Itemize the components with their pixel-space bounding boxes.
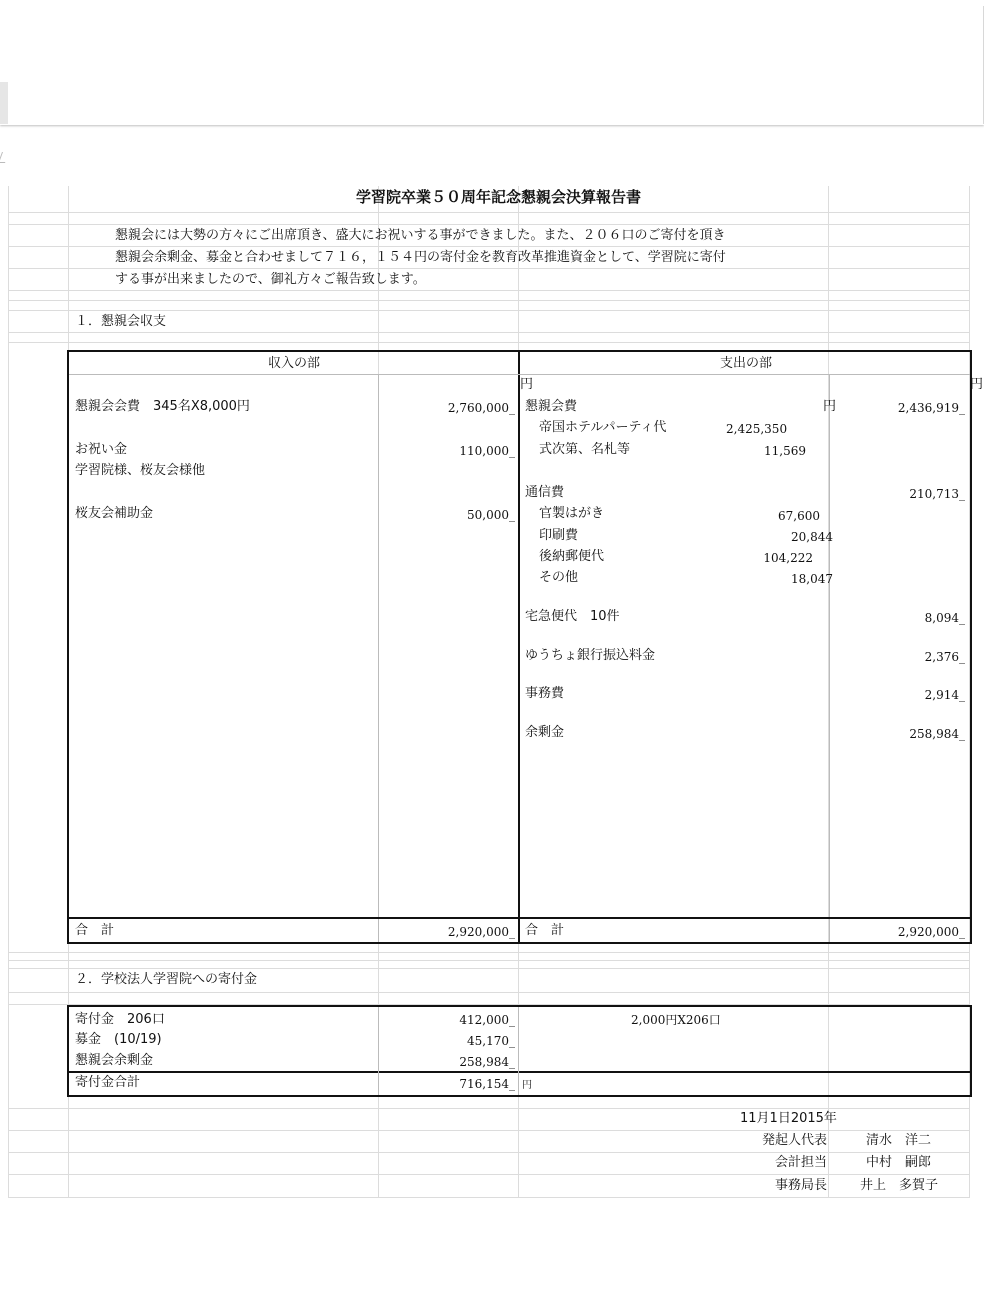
expense-subitem-label: 後納郵便代 <box>539 549 605 564</box>
expense-subitem-label: 式次第、名札等 <box>539 442 631 457</box>
donation-item-label: 寄付金 206口 <box>75 1012 165 1027</box>
donation-note: 2,000円X206口 <box>631 1013 721 1027</box>
expense-item-value: 210,713_ <box>909 487 965 501</box>
expense-item-label: 通信費 <box>525 485 565 500</box>
expense-subitem-value: 18,047 <box>791 572 833 586</box>
expense-subitem-value: 104,222 <box>763 551 813 565</box>
intro-line-1: 懇親会には大勢の方々にご出席頂き、盛大にお祝いする事ができました。また、２０６口のご寄付を頂き <box>115 228 726 243</box>
signer-role: 会計担当 <box>774 1155 827 1170</box>
expense-total-label: 合 計 <box>525 923 565 938</box>
page-title: 学習院卒業５０周年記念懇親会決算報告書 <box>356 188 642 206</box>
section-2-heading: ２．学校法人学習院への寄付金 <box>75 972 258 987</box>
expense-subitem-label: 官製はがき <box>539 506 605 521</box>
expense-item-value: 258,984_ <box>909 727 965 741</box>
expense-item-value: 8,094_ <box>924 611 965 625</box>
yen-unit: 円 <box>520 377 534 392</box>
grid-column-line <box>8 186 9 1198</box>
expense-item-label: 余剰金 <box>525 725 565 740</box>
expense-item-label: 懇親会費 <box>525 399 578 414</box>
signer-name: 中村 嗣郎 <box>866 1155 932 1170</box>
total-rule <box>67 917 972 919</box>
yen-unit: 円 <box>823 399 837 414</box>
expense-subitem-label: 帝国ホテルパーティ代 <box>539 420 667 435</box>
income-header: 収入の部 <box>268 356 321 371</box>
signer-role: 発起人代表 <box>761 1133 827 1148</box>
toolbar-edge <box>0 82 8 124</box>
income-item-value: 2,760,000_ <box>447 401 515 415</box>
donation-table <box>67 1005 972 1097</box>
fold-corner-icon <box>0 152 9 163</box>
donation-item-value: 258,984_ <box>459 1055 515 1069</box>
expense-subitem-label: 印刷費 <box>539 528 579 543</box>
donation-total-label: 寄付金合計 <box>75 1075 141 1090</box>
signer-name: 井上 多賀子 <box>860 1178 939 1193</box>
toolbar-area <box>0 0 984 125</box>
expense-total-value: 2,920,000_ <box>897 925 965 939</box>
expense-subitem-value: 20,844 <box>791 530 833 544</box>
income-item-value: 50,000_ <box>467 508 515 522</box>
expense-item-value: 2,436,919_ <box>897 401 965 415</box>
donation-item-label: 懇親会余剰金 <box>75 1053 154 1068</box>
table-divider <box>518 350 520 944</box>
expense-item-label: ゆうちょ銀行振込料金 <box>525 648 656 663</box>
income-total-value: 2,920,000_ <box>447 925 515 939</box>
expense-item-value: 2,914_ <box>924 688 965 702</box>
section-1-heading: １．懇親会収支 <box>75 314 167 329</box>
expense-item-label: 事務費 <box>525 686 565 701</box>
expense-subitem-value: 11,569 <box>764 444 806 458</box>
yen-unit: 円 <box>522 1080 532 1091</box>
expense-item-value: 2,376_ <box>924 650 965 664</box>
donation-item-value: 45,170_ <box>467 1034 515 1048</box>
expense-subitem-value: 2,425,350 <box>726 422 788 436</box>
expense-header: 支出の部 <box>720 356 773 371</box>
income-item-label: 桜友会補助金 <box>75 506 154 521</box>
donation-item-label: 募金 (10/19) <box>75 1032 162 1047</box>
intro-line-3: する事が出来ましたので、御礼方々ご報告致します。 <box>115 272 426 287</box>
income-item-label: 学習院様、桜友会様他 <box>75 463 206 478</box>
income-item-label: お祝い金 <box>75 442 128 457</box>
income-item-value: 110,000_ <box>459 444 515 458</box>
donation-total-rule <box>67 1071 972 1073</box>
income-item-label: 懇親会会費 345名X8,000円 <box>75 399 250 414</box>
expense-subitem-value: 67,600 <box>778 509 820 523</box>
donation-total-value: 716,154_ <box>459 1077 515 1091</box>
intro-line-2: 懇親会余剰金、募金と合わせまして７１６，１５４円の寄付金を教育改革推進資金として、学習院に寄付 <box>115 250 726 265</box>
signer-role: 事務局長 <box>774 1178 827 1193</box>
signer-name: 清水 洋二 <box>866 1133 932 1148</box>
report-date: 11月1日2015年 <box>740 1111 837 1126</box>
expense-item-label: 宅急便代 10件 <box>525 609 620 624</box>
donation-item-value: 412,000_ <box>459 1013 515 1027</box>
income-total-label: 合 計 <box>75 923 115 938</box>
expense-subitem-label: その他 <box>539 570 579 585</box>
yen-unit: 円 <box>970 377 984 392</box>
